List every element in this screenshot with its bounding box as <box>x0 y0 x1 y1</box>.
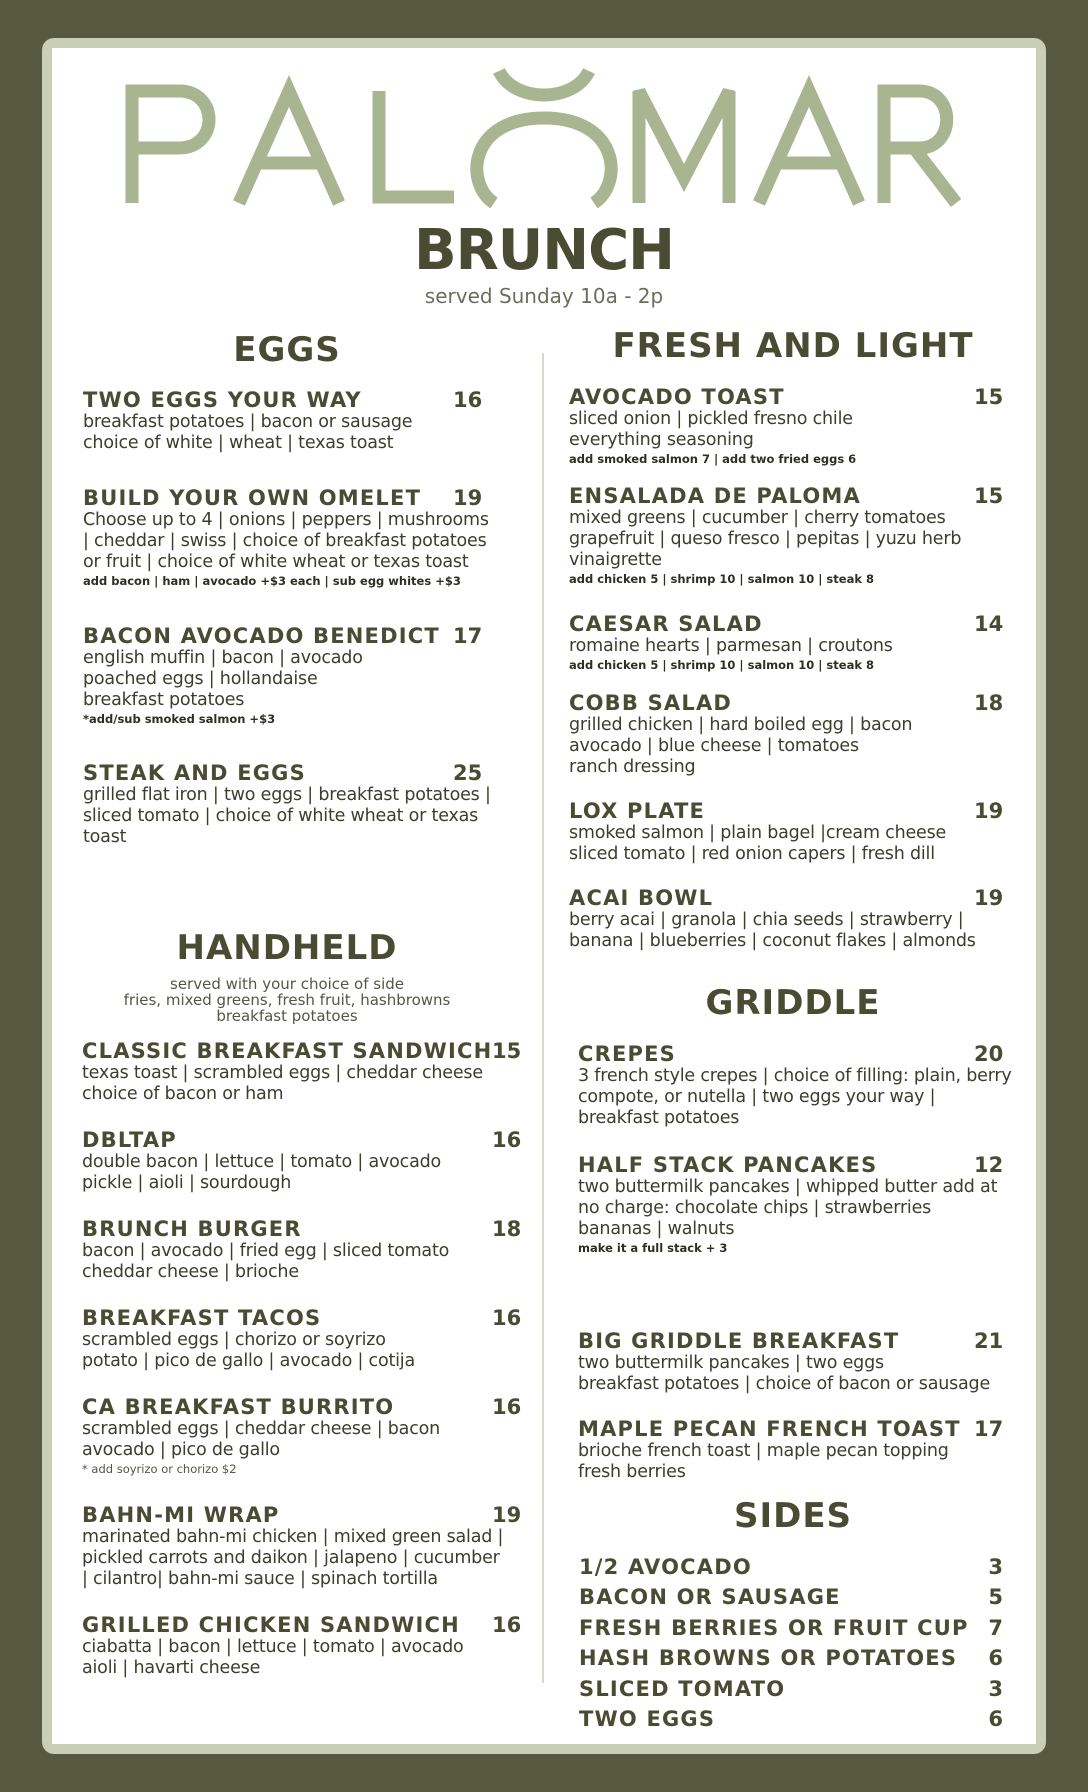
item-name: COBB SALAD <box>569 691 733 715</box>
menu-item <box>82 1039 522 1105</box>
item-description: sliced onion | pickled fresno chile everything seasoning <box>569 409 853 450</box>
item-price: 19 <box>453 486 483 510</box>
menu-item <box>82 1503 532 1590</box>
item-description: texas toast | scrambled eggs | cheddar cheese choice of bacon or ham <box>82 1063 483 1104</box>
side-item-price: 6 <box>988 1646 1003 1670</box>
item-name: TWO EGGS YOUR WAY <box>83 388 362 412</box>
item-name: ACAI BOWL <box>569 886 714 910</box>
side-item <box>579 1555 1003 1581</box>
item-name: BRUNCH BURGER <box>82 1217 302 1241</box>
item-price: 16 <box>492 1395 522 1419</box>
item-description: scrambled eggs | chorizo or soyrizo potato | pico de gallo | avocado | cotija <box>82 1330 415 1371</box>
item-name: BIG GRIDDLE BREAKFAST <box>578 1329 900 1353</box>
side-item-price: 3 <box>988 1555 1003 1579</box>
item-name: DBLTAP <box>82 1128 177 1152</box>
item-description: berry acai | granola | chia seeds | strawberry | banana | blueberries | coconut flakes | almonds <box>569 910 976 951</box>
item-name: AVOCADO TOAST <box>569 385 785 409</box>
item-name: CREPES <box>578 1042 676 1066</box>
item-note: make it a full stack + 3 <box>578 1241 728 1255</box>
item-description: breakfast potatoes | bacon or sausage choice of white | wheat | texas toast <box>83 412 413 453</box>
menu-item <box>569 612 1009 673</box>
item-note: add smoked salmon 7 | add two fried eggs 6 <box>569 452 857 466</box>
item-description: two buttermilk pancakes | two eggs breakfast potatoes | choice of bacon or sausage <box>578 1353 991 1394</box>
item-price: 18 <box>492 1217 522 1241</box>
menu-item <box>82 1306 522 1372</box>
item-name: CAESAR SALAD <box>569 612 763 636</box>
menu-item <box>82 1217 522 1283</box>
item-name: BACON AVOCADO BENEDICT <box>83 624 440 648</box>
item-price: 16 <box>492 1128 522 1152</box>
item-description: ciabatta | bacon | lettuce | tomato | avocado aioli | havarti cheese <box>82 1637 464 1678</box>
menu-paper <box>52 48 1036 1744</box>
menu-item <box>578 1153 1018 1256</box>
menu-item <box>83 761 513 848</box>
item-description: bacon | avocado | fried egg | sliced tomato cheddar cheese | brioche <box>82 1241 450 1282</box>
item-price: 16 <box>453 388 483 412</box>
side-item-name: 1/2 AVOCADO <box>579 1555 752 1579</box>
side-item <box>579 1677 1003 1703</box>
section-title-handheld: HANDHELD <box>176 928 398 968</box>
side-item-price: 6 <box>988 1707 1003 1731</box>
palomar-logo <box>52 63 1036 213</box>
menu-item <box>83 486 503 589</box>
item-name: CLASSIC BREAKFAST SANDWICH <box>82 1039 493 1063</box>
item-note: add bacon | ham | avocado +$3 each | sub egg whites +$3 <box>83 574 461 588</box>
item-price: 21 <box>974 1329 1004 1353</box>
item-description: 3 french style crepes | choice of filling: plain, berry compote, or nutella | two eggs your way | breakfast potatoes <box>578 1066 1012 1128</box>
item-name: BUILD YOUR OWN OMELET <box>83 486 422 510</box>
menu-item <box>82 1613 522 1679</box>
item-price: 19 <box>974 886 1004 910</box>
item-name: LOX PLATE <box>569 799 706 823</box>
section-title-griddle: GRIDDLE <box>705 983 881 1023</box>
menu-item <box>83 624 503 727</box>
side-item-name: HASH BROWNS OR POTATOES <box>579 1646 958 1670</box>
side-item-name: BACON OR SAUSAGE <box>579 1585 841 1609</box>
side-item-name: SLICED TOMATO <box>579 1677 786 1701</box>
item-description: double bacon | lettuce | tomato | avocado pickle | aioli | sourdough <box>82 1152 442 1193</box>
item-note: add chicken 5 | shrimp 10 | salmon 10 | steak 8 <box>569 572 874 586</box>
menu-item <box>569 385 1009 467</box>
page-title: BRUNCH <box>413 218 675 283</box>
item-name: BREAKFAST TACOS <box>82 1306 322 1330</box>
menu-item <box>578 1042 1018 1129</box>
column-divider <box>542 353 544 1683</box>
item-name: GRILLED CHICKEN SANDWICH <box>82 1613 460 1637</box>
side-item <box>579 1585 1003 1611</box>
item-description: grilled flat iron | two eggs | breakfast potatoes | sliced tomato | choice of white wheat or texas toast <box>83 785 491 847</box>
item-description: scrambled eggs | cheddar cheese | bacon avocado | pico de gallo <box>82 1419 441 1460</box>
item-price: 15 <box>974 484 1004 508</box>
item-price: 17 <box>974 1417 1004 1441</box>
item-price: 18 <box>974 691 1004 715</box>
item-price: 12 <box>974 1153 1004 1177</box>
item-description: two buttermilk pancakes | whipped butter add at no charge: chocolate chips | strawberries bananas | walnuts <box>578 1177 998 1239</box>
side-item <box>579 1646 1003 1672</box>
side-item-name: FRESH BERRIES OR FRUIT CUP <box>579 1616 969 1640</box>
item-note: add chicken 5 | shrimp 10 | salmon 10 | steak 8 <box>569 658 874 672</box>
item-description: Choose up to 4 | onions | peppers | mushrooms | cheddar | swiss | choice of breakfast potatoes or fruit | choice of white wheat or texas toast <box>83 510 489 572</box>
item-name: HALF STACK PANCAKES <box>578 1153 878 1177</box>
menu-item <box>569 886 1019 952</box>
item-price: 15 <box>492 1039 522 1063</box>
item-price: 25 <box>453 761 483 785</box>
item-description: brioche french toast | maple pecan topping fresh berries <box>578 1441 949 1482</box>
menu-item <box>578 1417 1018 1483</box>
section-title-sides: SIDES <box>733 1496 853 1536</box>
item-name: MAPLE PECAN FRENCH TOAST <box>578 1417 961 1441</box>
item-name: ENSALADA DE PALOMA <box>569 484 861 508</box>
side-item-name: TWO EGGS <box>579 1707 716 1731</box>
side-item-price: 3 <box>988 1677 1003 1701</box>
section-title-eggs: EGGS <box>233 330 341 370</box>
side-item-price: 7 <box>988 1616 1003 1640</box>
item-description: grilled chicken | hard boiled egg | bacon avocado | blue cheese | tomatoes ranch dressing <box>569 715 913 777</box>
menu-item <box>578 1329 1018 1395</box>
item-description: mixed greens | cucumber | cherry tomatoes grapefruit | queso fresco | pepitas | yuzu herb vinaigrette <box>569 508 962 570</box>
item-price: 20 <box>974 1042 1004 1066</box>
item-description: marinated bahn-mi chicken | mixed green salad | pickled carrots and daikon | jalapeno | cucumber | cilantro| bahn-mi sauce | spinach tortilla <box>82 1527 504 1589</box>
handheld-side-note: served with your choice of side fries, mixed greens, fresh fruit, hashbrowns breakfast potatoes <box>123 975 451 1025</box>
side-item <box>579 1707 1003 1733</box>
item-note: *add/sub smoked salmon +$3 <box>83 712 276 726</box>
menu-item <box>569 799 1009 865</box>
item-price: 15 <box>974 385 1004 409</box>
item-name: STEAK AND EGGS <box>83 761 306 785</box>
menu-item <box>569 691 1009 778</box>
menu-item <box>83 388 503 454</box>
item-description: english muffin | bacon | avocado poached eggs | hollandaise breakfast potatoes <box>83 648 363 710</box>
side-item <box>579 1616 1003 1642</box>
palomar-logo-graphic <box>124 63 964 213</box>
menu-item <box>569 484 1009 587</box>
service-hours: served Sunday 10a - 2p <box>424 284 664 308</box>
item-price: 16 <box>492 1306 522 1330</box>
item-price: 19 <box>974 799 1004 823</box>
section-title-fresh-and-light: FRESH AND LIGHT <box>612 326 974 366</box>
side-item-price: 5 <box>988 1585 1003 1609</box>
item-name: BAHN-MI WRAP <box>82 1503 280 1527</box>
item-description: smoked salmon | plain bagel |cream cheese sliced tomato | red onion capers | fresh dill <box>569 823 947 864</box>
item-description: romaine hearts | parmesan | croutons <box>569 636 893 656</box>
item-price: 19 <box>492 1503 522 1527</box>
item-note: * add soyrizo or chorizo $2 <box>82 1462 237 1476</box>
menu-item <box>82 1128 522 1194</box>
item-price: 17 <box>453 624 483 648</box>
menu-item <box>82 1395 522 1477</box>
item-price: 14 <box>974 612 1004 636</box>
item-name: CA BREAKFAST BURRITO <box>82 1395 395 1419</box>
item-price: 16 <box>492 1613 522 1637</box>
